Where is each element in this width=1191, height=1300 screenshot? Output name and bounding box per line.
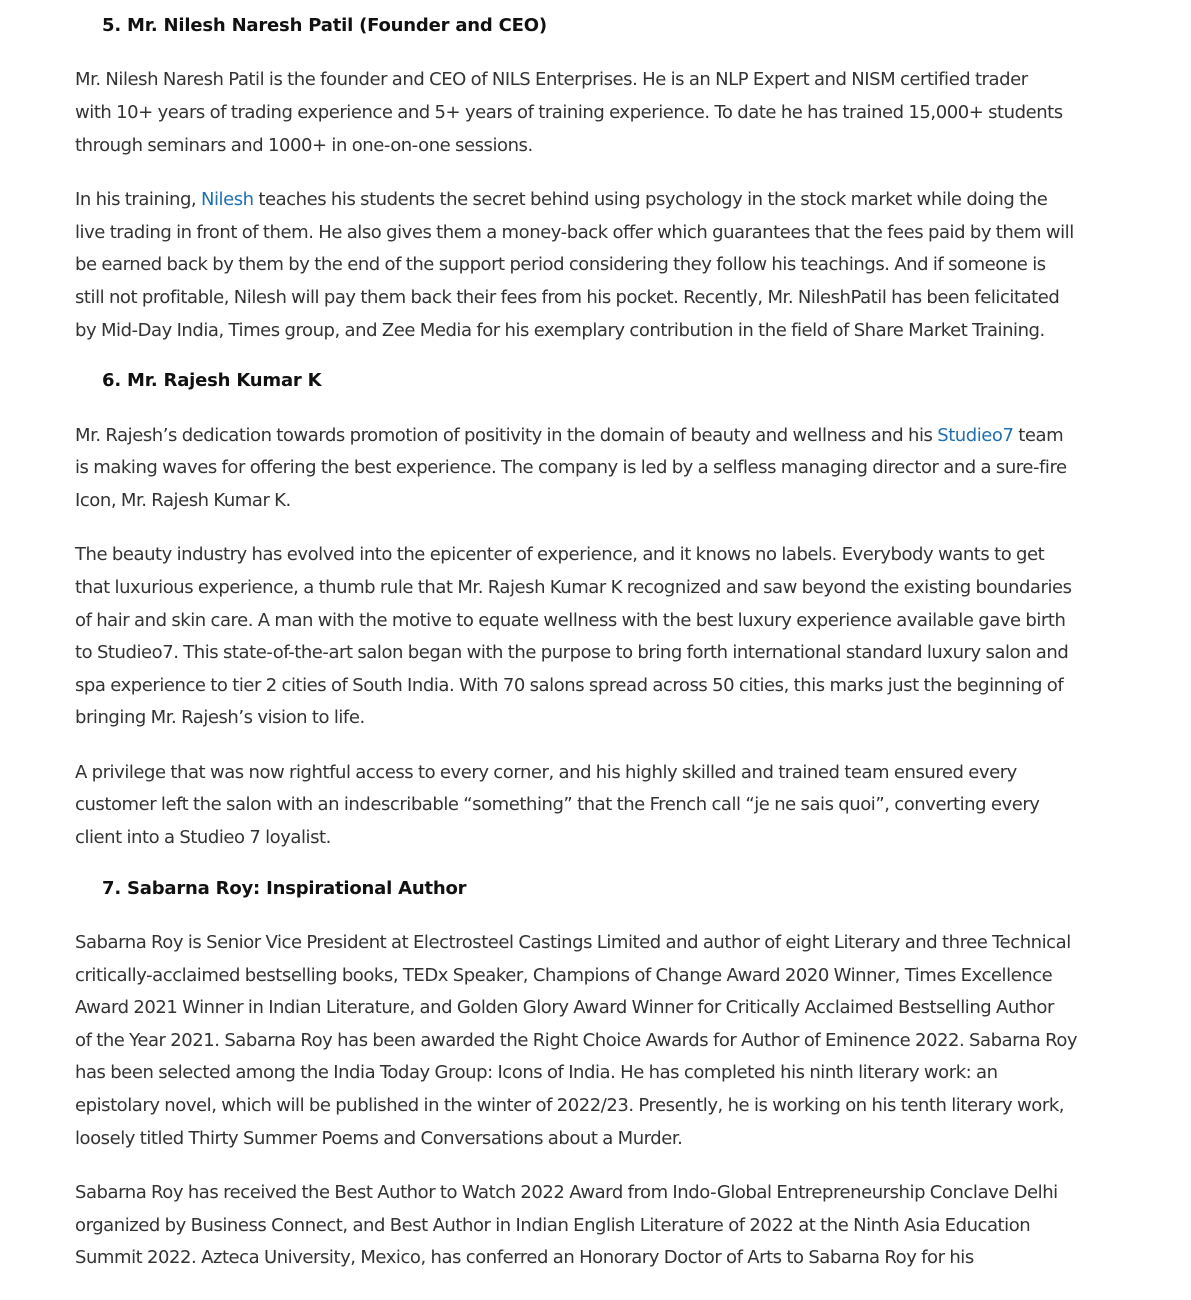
text-line: organized by Business Connect, and Best Author in Indian English Literature of 2022 at the Ninth Asia Education [75,1214,1031,1236]
paragraph-nilesh-intro [75,64,1123,162]
text-fragment: team [1013,424,1064,446]
text-line: by Mid-Day India, Times group, and Zee Media for his exemplary contribution in the field of Share Market Training. [75,319,1045,341]
section-heading-rajesh-kumar: 6. Mr. Rajesh Kumar K [102,370,322,392]
text-line: Sabarna Roy is Senior Vice President at Electrosteel Castings Limited and author of eight Literary and three Technical [75,932,1071,954]
text-line: be earned back by them by the end of the support period considering they follow his teachings. And if someone is [75,254,1046,276]
text-line: customer left the salon with an indescribable “something” that the French call “je ne sais quoi”, converting every [75,794,1040,816]
text-line: through seminars and 1000+ in one-on-one sessions. [75,134,533,156]
text-line: Summit 2022. Azteca University, Mexico, has conferred an Honorary Doctor of Arts to Sabarna Roy for his [75,1247,974,1269]
paragraph-beauty-industry [75,539,1123,735]
text-line: of the Year 2021. Sabarna Roy has been awarded the Right Choice Awards for Author of Eminence 2022. Sabarna Roy [75,1029,1078,1051]
section-heading-nilesh-patil: 5. Mr. Nilesh Naresh Patil (Founder and CEO) [102,15,547,36]
text-fragment: Mr. Rajesh’s dedication towards promotion of positivity in the domain of beauty and wellness and his [75,424,938,446]
text-fragment: In his training, [75,189,201,211]
text-line: The beauty industry has evolved into the epicenter of experience, and it knows no labels. Everybody wants to get [75,544,1045,566]
text-line: epistolary novel, which will be published in the winter of 2022/23. Presently, he is working on his tenth literary work, [75,1095,1065,1117]
paragraph-sabarna-bio [75,927,1123,1155]
nilesh-link[interactable]: Nilesh [200,189,254,211]
text-line [75,420,1123,453]
text-line: critically-acclaimed bestselling books, TEDx Speaker, Champions of Change Award 2020 Winner, Times Excellence [75,964,1053,986]
paragraph-nilesh-training [75,184,1123,347]
text-line: of hair and skin care. A man with the motive to equate wellness with the best luxury experience available gave birth [75,609,1066,631]
text-line: has been selected among the India Today Group: Icons of India. He has completed his ninth literary work: an [75,1062,998,1084]
text-line: to Studieo7. This state-of-the-art salon began with the purpose to bring forth international standard luxury salon and [75,642,1069,664]
text-line: Icon, Mr. Rajesh Kumar K. [75,489,291,511]
text-line: Mr. Nilesh Naresh Patil is the founder and CEO of NILS Enterprises. He is an NLP Expert and NISM certified trader [75,69,1028,91]
paragraph-rajesh-intro [75,420,1123,518]
text-line: Award 2021 Winner in Indian Literature, and Golden Glory Award Winner for Critically Acclaimed Bestselling Author [75,997,1054,1019]
text-line: with 10+ years of trading experience and 5+ years of training experience. To date he has trained 15,000+ students [75,101,1063,123]
section-heading-sabarna-roy: 7. Sabarna Roy: Inspirational Author [102,877,467,899]
text-fragment: teaches his students the secret behind using psychology in the stock market while doing the [253,189,1048,211]
paragraph-privilege [75,757,1123,855]
text-line: is making waves for offering the best experience. The company is led by a selfless managing director and a sure-fire [75,457,1067,479]
text-line: that luxurious experience, a thumb rule that Mr. Rajesh Kumar K recognized and saw beyond the existing boundaries [75,576,1072,598]
text-line: still not profitable, Nilesh will pay them back their fees from his pocket. Recently, Mr. NileshPatil has been felicitated [75,286,1060,308]
paragraph-sabarna-awards [75,1177,1123,1275]
text-line: live trading in front of them. He also gives them a money-back offer which guarantees that the fees paid by them will [75,221,1074,243]
text-line: bringing Mr. Rajesh’s vision to life. [75,707,365,729]
article-body [75,14,1123,1297]
text-line: loosely titled Thirty Summer Poems and Conversations about a Murder. [75,1127,683,1149]
text-line: A privilege that was now rightful access to every corner, and his highly skilled and trained team ensured every [75,761,1017,783]
text-line: spa experience to tier 2 cities of South India. With 70 salons spread across 50 cities, this marks just the beginning of [75,674,1064,696]
text-line: client into a Studieo 7 loyalist. [75,827,331,849]
text-line: Sabarna Roy has received the Best Author to Watch 2022 Award from Indo-Global Entrepreneurship Conclave Delhi [75,1182,1058,1204]
text-line [75,184,1123,217]
studieo7-link[interactable]: Studieo7 [937,424,1014,446]
